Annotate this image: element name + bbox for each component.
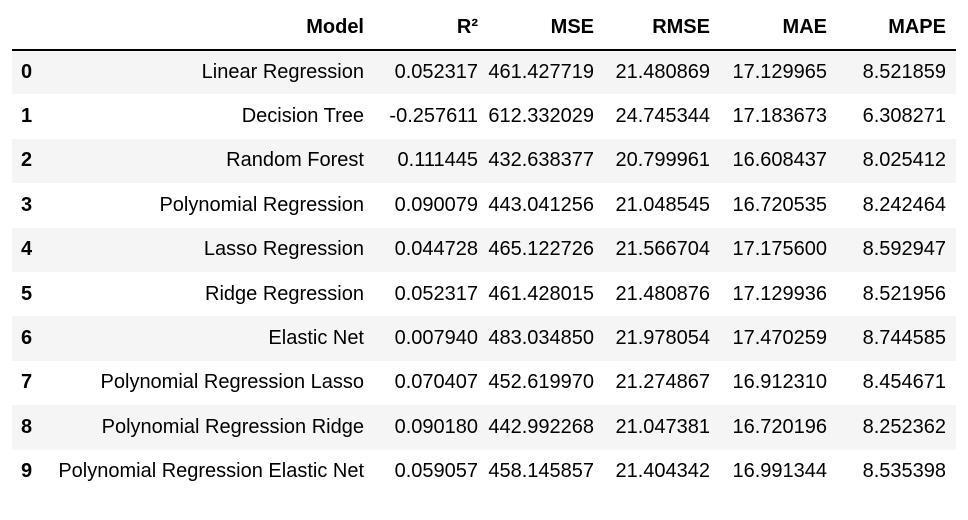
rmse-cell: 21.404342: [615, 460, 710, 483]
table-row: [12, 50, 956, 94]
mape-cell: 8.744585: [862, 327, 946, 350]
mape-cell: 8.025412: [862, 149, 946, 172]
table-row: [12, 228, 956, 272]
table-row: [12, 183, 956, 227]
mae-cell: 17.183673: [732, 105, 827, 128]
mae-cell: 17.175600: [732, 238, 827, 261]
r2-cell: 0.111445: [397, 149, 478, 172]
mape-cell: 8.535398: [862, 460, 946, 483]
row-index: 7: [21, 371, 33, 394]
mse-cell: 443.041256: [488, 193, 594, 216]
r2-cell: 0.070407: [394, 371, 478, 394]
model-header: Model: [48, 5, 374, 50]
model-cell: Decision Tree: [241, 105, 364, 128]
mape-cell: 8.592947: [862, 238, 946, 261]
mae-header: MAE: [720, 5, 837, 50]
r2-cell: 0.052317: [394, 282, 478, 305]
r2-cell: 0.090079: [394, 193, 478, 216]
mae-cell: 16.912310: [732, 371, 827, 394]
model-cell: Linear Regression: [201, 61, 364, 84]
r2-cell: -0.257611: [389, 105, 478, 128]
model-cell: Polynomial Regression: [159, 193, 364, 216]
model-cell: Random Forest: [226, 149, 364, 172]
mse-cell: 483.034850: [488, 327, 594, 350]
header-row: [12, 5, 956, 50]
rmse-cell: 21.047381: [615, 415, 710, 438]
index-header: [12, 5, 48, 50]
mse-cell: 458.145857: [488, 460, 594, 483]
model-cell: Polynomial Regression Lasso: [100, 371, 364, 394]
r2-cell: 0.090180: [394, 415, 478, 438]
rmse-cell: 21.480869: [615, 61, 710, 84]
rmse-cell: 20.799961: [615, 149, 710, 172]
mae-cell: 16.608437: [732, 149, 827, 172]
r2-cell: 0.052317: [394, 61, 478, 84]
mape-cell: 8.454671: [862, 371, 946, 394]
r2-cell: 0.044728: [394, 238, 478, 261]
table-row: [12, 450, 956, 494]
r2-header: R²: [374, 5, 488, 50]
table-row: [12, 94, 956, 138]
rmse-cell: 21.274867: [615, 371, 710, 394]
mae-cell: 17.129936: [732, 282, 827, 305]
model-cell: Lasso Regression: [203, 238, 364, 261]
mse-cell: 612.332029: [488, 105, 594, 128]
mape-cell: 8.242464: [862, 193, 946, 216]
r2-cell: 0.007940: [394, 327, 478, 350]
row-index: 9: [21, 460, 33, 483]
rmse-cell: 24.745344: [615, 105, 710, 128]
row-index: 0: [21, 61, 33, 84]
mse-cell: 465.122726: [488, 238, 594, 261]
mse-cell: 442.992268: [488, 415, 594, 438]
rmse-cell: 21.566704: [615, 238, 710, 261]
model-cell: Polynomial Regression Ridge: [101, 415, 364, 438]
mae-cell: 16.991344: [732, 460, 827, 483]
mse-cell: 461.427719: [488, 61, 594, 84]
mae-cell: 17.129965: [732, 61, 827, 84]
mape-cell: 8.521956: [862, 282, 946, 305]
table-row: [12, 272, 956, 316]
model-cell: Polynomial Regression Elastic Net: [58, 460, 364, 483]
mae-cell: 16.720535: [732, 193, 827, 216]
mae-cell: 17.470259: [732, 327, 827, 350]
r2-cell: 0.059057: [394, 460, 478, 483]
model-cell: Ridge Regression: [205, 282, 364, 305]
rmse-cell: 21.480876: [615, 282, 710, 305]
mape-header: MAPE: [837, 5, 956, 50]
dataframe-output: [12, 5, 956, 494]
rmse-cell: 21.978054: [615, 327, 710, 350]
table-row: [12, 405, 956, 449]
mape-cell: 6.308271: [862, 105, 946, 128]
mse-header: MSE: [488, 5, 604, 50]
mse-cell: 461.428015: [488, 282, 594, 305]
table-row: [12, 316, 956, 360]
row-index: 8: [21, 415, 33, 438]
table-row: [12, 139, 956, 183]
row-index: 1: [21, 105, 33, 128]
row-index: 4: [21, 238, 33, 261]
rmse-cell: 21.048545: [615, 193, 710, 216]
table-row: [12, 361, 956, 405]
results-table: [12, 5, 956, 494]
row-index: 2: [21, 149, 33, 172]
model-cell: Elastic Net: [268, 327, 364, 350]
row-index: 3: [21, 193, 33, 216]
row-index: 6: [21, 327, 33, 350]
mape-cell: 8.521859: [862, 61, 946, 84]
row-index: 5: [21, 282, 33, 305]
mse-cell: 432.638377: [488, 149, 594, 172]
mae-cell: 16.720196: [732, 415, 827, 438]
rmse-header: RMSE: [604, 5, 720, 50]
mse-cell: 452.619970: [488, 371, 594, 394]
mape-cell: 8.252362: [862, 415, 946, 438]
